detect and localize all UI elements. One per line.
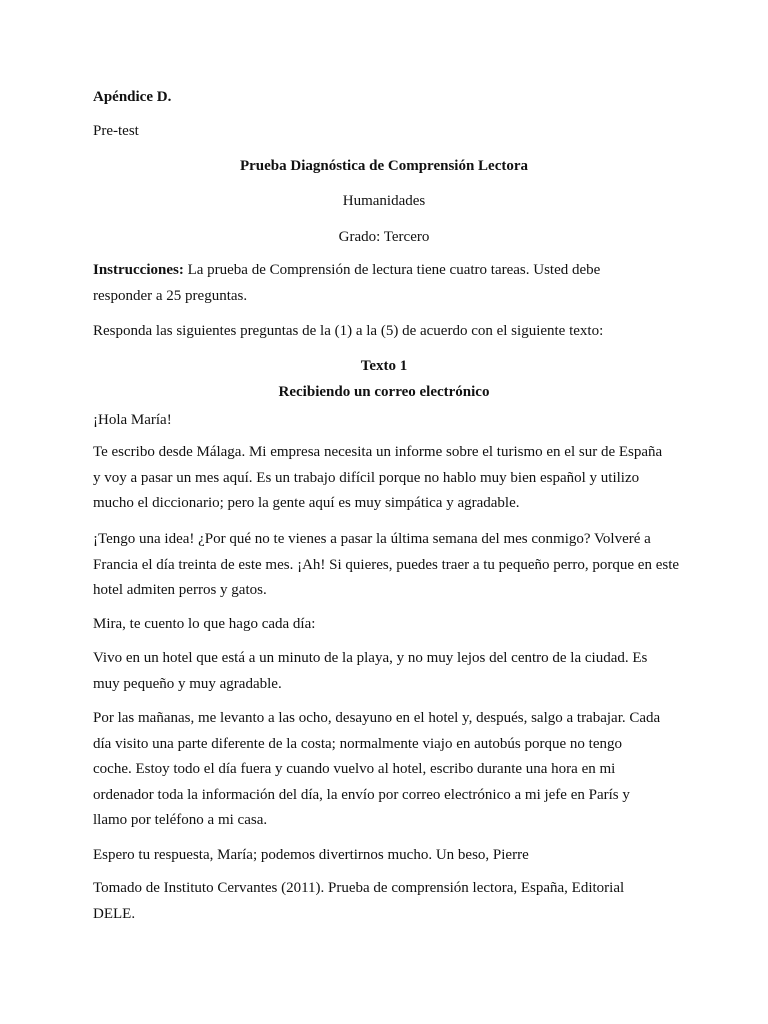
letter-paragraph-4: Vivo en un hotel que está a un minuto de la playa, y no muy lejos del centro de la ciudad. Es muy pequeño y muy agradable.	[93, 650, 648, 692]
reading-prompt: Responda las siguientes preguntas de la (1) a la (5) de acuerdo con el siguiente texto:	[93, 323, 604, 339]
page-title: Prueba Diagnóstica de Comprensión Lectora	[239, 158, 529, 174]
subject-label: Humanidades	[342, 193, 426, 209]
instructions-label: Instrucciones:	[93, 262, 184, 278]
letter-paragraph-6: Espero tu respuesta, María; podemos divertirnos mucho. Un beso, Pierre	[93, 847, 529, 863]
letter-paragraph-5: Por las mañanas, me levanto a las ocho, desayuno en el hotel y, después, salgo a trabajar. Cada día visito una parte diferente de la costa; normalmente viajo en autobús porque no tengo coche. Estoy todo el día fuera y cuando vuelvo al hotel, escribo durante una hora en mi ordenador toda la información del día, la envío por correo electrónico a mi jefe en París y llamo por teléfono a mi casa.	[93, 710, 661, 828]
text-subheading: Recibiendo un correo electrónico	[278, 384, 490, 400]
letter-paragraph-3: Mira, te cuento lo que hago cada día:	[93, 616, 316, 632]
source-citation: Tomado de Instituto Cervantes (2011). Prueba de comprensión lectora, España, Editorial DELE.	[93, 880, 625, 922]
pretest-label: Pre-test	[93, 123, 139, 139]
instructions-text: La prueba de Comprensión de lectura tiene cuatro tareas. Usted debe responder a 25 preguntas.	[93, 262, 601, 304]
letter-greeting: ¡Hola María!	[93, 412, 172, 428]
letter-paragraph-1: Te escribo desde Málaga. Mi empresa necesita un informe sobre el turismo en el sur de España y voy a pasar un mes aquí. Es un trabajo difícil porque no hablo muy bien español y utilizo mucho el diccionario; pero la gente aquí es muy simpática y agradable.	[93, 444, 663, 511]
appendix-label: Apéndice D.	[93, 89, 172, 105]
instructions-paragraph	[93, 258, 653, 309]
text-heading: Texto 1	[360, 358, 408, 374]
grade-label: Grado: Tercero	[338, 229, 430, 245]
letter-paragraph-2: ¡Tengo una idea! ¿Por qué no te vienes a pasar la última semana del mes conmigo? Volveré a Francia el día treinta de este mes. ¡Ah! Si quieres, puedes traer a tu pequeño perro, porque en este hotel admiten perros y gatos.	[93, 531, 680, 598]
